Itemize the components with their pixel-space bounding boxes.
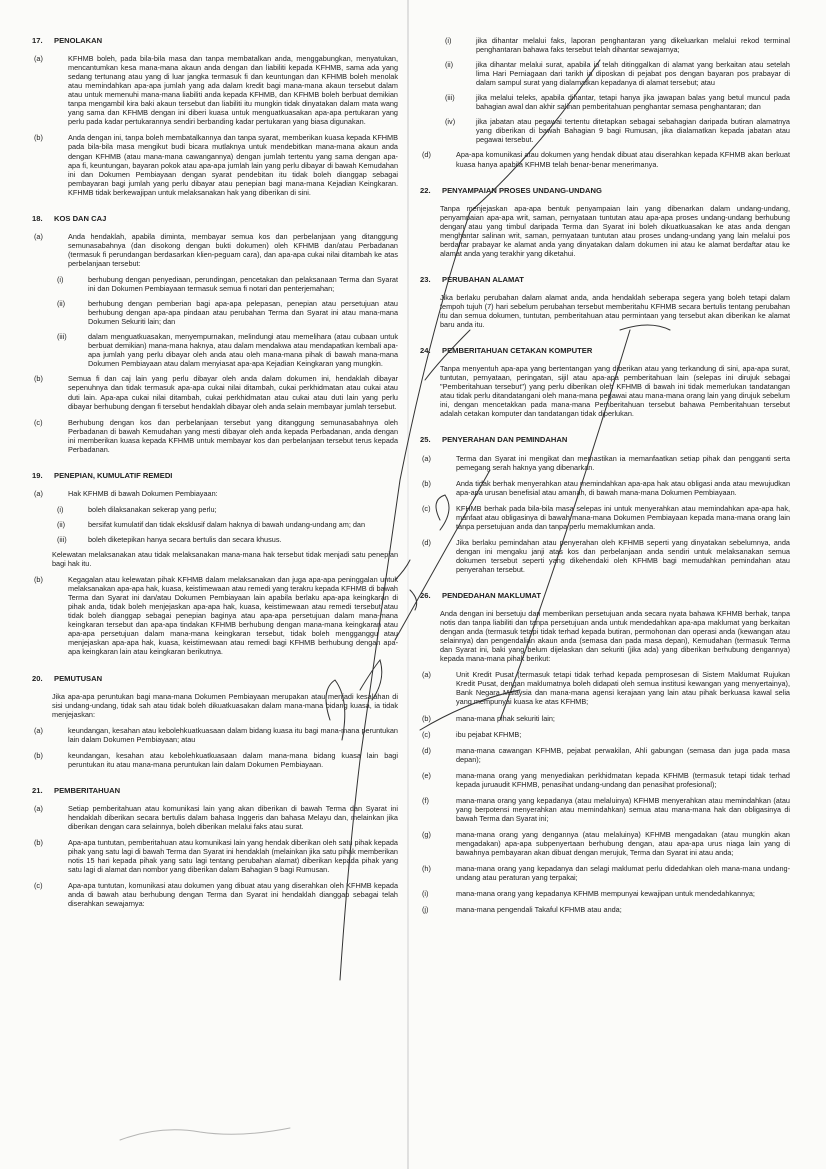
subclause-label: (iii) — [445, 93, 455, 103]
section-title: PERUBAHAN ALAMAT — [442, 274, 524, 284]
clause-label: (f) — [422, 795, 429, 805]
section-number: 21. — [32, 785, 43, 795]
clause-label: (j) — [422, 905, 429, 915]
clause-label: (c) — [422, 503, 431, 513]
clause-text: Unit Kredit Pusat (termasuk tetapi tidak terhad kepada pemprosesan di Sistem Maklumat Rujukan Kredit Pusat, dengan maklumatnya boleh didapati oleh semua institusi kewangan yang menyertainya), Bank Negara Malaysia dan mana-mana agensi kerajaan yang lain atau pihak berkuasa kawal selia yang mempunyai kuasa ke atas KFHMB; — [456, 670, 790, 707]
clause-text: Jika berlaku pemindahan atau penyerahan oleh KFHMB seperti yang dinyatakan sebelumnya, anda dengan ini mengaku janji atas kos dan perbelanjaan anda sendiri untuk melaksanakan semua dokumen tersebut seperti yang dikehendaki oleh KFHMB bagi memudahkan pemindahan atau penyerahan tersebut. — [456, 537, 790, 574]
subclause-label: (iii) — [57, 332, 67, 342]
subclause-text: berhubung dengan penyediaan, perundingan, pencetakan dan pelaksanaan Terma dan Syarat ini dan Dokumen Pembiayaan termasuk semua fi notari dan penterjemahan; — [88, 274, 398, 294]
section-lead-paragraph: Tanpa menyentuh apa-apa yang bertentangan yang diberikan atau yang terkandung di sini, apa-apa surat, tuntutan, pernyataan, peringatan, sijil atau apa-apa pemberitahuan lain (selepas ini dirujuk sebagai "Pemberitahuan tersebut") yang perlu diberikan oleh KFHMB di bawah ini tidak memerlukan tandatangan atau tidak perlu ditandatangani oleh mana-mana pegawai atau mana-mana orang lain yang dirujuk sebelum ini, dengan mencetakkan pada mana-mana Pemberitahuan tersebut bahawa Pemberitahuan tersebut adalah cetakan komputer dan tandatangan tidak diperlukan. — [440, 364, 790, 419]
clause-label: (a) — [34, 725, 43, 735]
clause-label: (d) — [422, 150, 431, 160]
clause-text: Apa-apa tuntutan, komunikasi atau dokumen yang dibuat atau yang diserahkan oleh KFHMB kepada anda di bawah atau berhubung dengan Terma dan Syarat ini hendaklah dianggap sebagai telah diserahkan sewajarnya: — [68, 881, 398, 909]
section-title: PENYAMPAIAN PROSES UNDANG-UNDANG — [442, 185, 602, 195]
clause-text: ibu pejabat KFHMB; — [456, 729, 522, 739]
clause-text: Anda dengan ini, tanpa boleh membatalkannya dan tanpa syarat, memberikan kuasa kepada KFHMB pada bila-bila masa mengikut budi bicara mutlaknya untuk mendebitkan mana-mana akaun anda dengan KFHMB (atau mana-mana cawangannya) dengan jumlah tertentu yang sama dengan apa-apa fi, keuntungan, bayaran pokok atau apa-apa jumlah lain yang perlu dibayar di bawah Kemudahan ini dan Dokumen Pembiayaan dengan syarat pendebitan itu tidak boleh dianggap sebagai pembayaran bagi jumlah yang perlu dibayar atau penepian bagi mana-mana Kejadian Keingkaran. KFHMB tidak berkewajipan untuk melaksanakan hak yang diberikan di sini. — [68, 133, 398, 197]
clause-label: (h) — [422, 864, 431, 874]
clause-text: mana-mana pihak sekuriti lain; — [456, 713, 555, 723]
clause-label: (d) — [422, 745, 431, 755]
subclause-text: jika dihantar melalui surat, apabila ia telah ditinggalkan di alamat yang berkaitan atau setelah lima Hari Perniagaan dari tarikh ia diposkan di pejabat pos dengan bayaran pos prabayar di dalam sampul surat yang dialamatkan kepadanya di alamat tersebut; atau — [476, 60, 790, 88]
clause-label: (c) — [34, 881, 43, 891]
clause-text: keundangan, kesahan atau kebolehkuatkuasaan dalam mana-mana bidang kuasa lain bagi peruntukan itu atau mana-mana peruntukan lain dalam Dokumen Pembiayaan. — [68, 750, 398, 769]
clause-followup-paragraph: Kelewatan melaksanakan atau tidak melaksanakan mana-mana hak tersebut tidak menjadi satu penepian bagi hak itu. — [52, 550, 398, 569]
subclause-text: boleh dilaksanakan sekerap yang perlu; — [88, 504, 217, 514]
section-number: 19. — [32, 470, 43, 480]
subclause-text: boleh diketepikan hanya secara bertulis dan secara khusus. — [88, 534, 282, 544]
section-title: PENOLAKAN — [54, 36, 103, 45]
section-title: PENEPIAN, KUMULATIF REMEDI — [54, 470, 173, 480]
subclause-label: (i) — [57, 274, 64, 284]
clause-text: keundangan, kesahan atau kebolehkuatkuasaan dalam bidang kuasa itu bagi mana-mana peruntukan lain dalam Dokumen Pembiayaan; atau — [68, 725, 398, 744]
clause-label: (b) — [422, 478, 431, 488]
clause-text: Terma dan Syarat ini mengikat dan memastikan ia memanfaatkan setiap pihak dan pengganti serta pemegang serah haknya yang dibenarkan. — [456, 453, 790, 472]
clause-label: (b) — [34, 838, 43, 848]
clause-text: Berhubung dengan kos dan perbelanjaan tersebut yang ditanggung semunasabahnya oleh Perbadanan di bawah Kemudahan yang mesti dibayar oleh anda kepada Perbadanan, anda dengan ini memberikan kuasa kepada KFHMB untuk membayar kos dan perbelanjaan tersebut terus kepada Perbadanan. — [68, 417, 398, 454]
clause-text: Apa-apa komunikasi atau dokumen yang hendak dibuat atau diserahkan kepada KFHMB akan berkuat kuasa hanya apabila KFHMB telah benar-benar menerimanya. — [456, 150, 790, 169]
section-lead-paragraph: Jika apa-apa peruntukan bagi mana-mana Dokumen Pembiayaan merupakan atau menjadi kesalahan di sisi undang-undang, tidak sah atau tidak boleh dikuatkuasakan dalam mana-mana bidang kuasa, ia tidak menjejaskan: — [52, 691, 398, 719]
clause-text: Kegagalan atau kelewatan pihak KFHMB dalam melaksanakan dan juga apa-apa peninggalan untuk melaksanakan apa-apa hak, kuasa, keistimewaan atau remedi yang terakru kepada KFHMB di bawah Terma dan Syarat ini dan/atau Dokumen Pembiayaan lain apabila berlaku apa-apa keingkaran di pihak anda, tidak boleh menjejaskan apa-apa hak, kuasa, keistimewaan atau remedi tersebut atau tidak boleh dianggap sebagai penepian baginya atau apa-apa persetujuan dalam mana-mana keingkaran tersebut dan apa-apa tindakan KFHMB berhubung dengan mana-mana keingkaran atau apa-apa persetujuan dalam mana-mana keingkaran tersebut, tidak boleh mengganggu atau menjejaskan apa-apa hak, kuasa, keistimewaan atau remedi bagi KFHMB berhubung dengan apa-apa keingkaran lain atau keingkaran berikutnya. — [68, 575, 398, 657]
section-number: 24. — [420, 346, 431, 356]
clause-label: (a) — [422, 453, 431, 463]
clause-text: KFHMB berhak pada bila-bila masa selepas ini untuk menyerahkan atau memindahkan apa-apa hak, manfaat atau obligasinya di bawah mana-mana Dokumen Pembiayaan kepada mana-mana orang lain tanpa persetujuan anda dan tanpa perlu memaklumkan anda. — [456, 503, 790, 531]
clause-label: (a) — [34, 231, 43, 241]
section-title: KOS DAN CAJ — [54, 213, 107, 223]
clause-text: mana-mana orang yang kepadanya dan selagi maklumat perlu didedahkan oleh mana-mana undang-undang atau peraturan yang terpakai; — [456, 864, 790, 883]
subclause-text: dalam menguatkuasakan, menyempurnakan, melindungi atau memelihara (atau cubaan untuk berbuat demikian) mana-mana haknya, atau dalam mendakwa atau mendapatkan kembali apa-apa jumlah yang perlu dibayar oleh anda atau oleh mana-mana pihak di bawah mana-mana Dokumen Pembiayaan atau dalam menyiasat apa-apa Kejadian Keingkaran yang mungkin. — [88, 332, 398, 369]
section-lead-paragraph: Jika berlaku perubahan dalam alamat anda, anda hendaklah seberapa segera yang boleh tetapi dalam tempoh tujuh (7) hari sebelum perubahan tersebut memberitahu KFHMB secara bertulis tentang perubahan itu dan semua dokumen, tuntutan, pemberitahuan atau permintaan yang tersebut akan diberikan ke alamat baru anda itu. — [440, 292, 790, 330]
clause-text: mana-mana orang yang kepadanya KFHMB mempunyai kewajipan untuk mendedahkannya; — [456, 889, 755, 899]
section-number: 23. — [420, 274, 431, 284]
subclause-label: (ii) — [445, 60, 454, 70]
section-number: 17. — [32, 36, 43, 45]
section-title: PENYERAHAN DAN PEMINDAHAN — [442, 435, 568, 445]
section-title: PEMBERITAHUAN — [54, 785, 121, 795]
clause-text: Anda hendaklah, apabila diminta, membayar semua kos dan perbelanjaan yang ditanggung semunasabahnya (dan disokong dengan bukti dokumen) oleh KFHMB dan/atau Perbadanan (termasuk fi perundangan berdasarkan klien-peguam cara), dan apa-apa cukai nilai ditambah ke atas perbelanjaan tersebut: — [68, 231, 398, 268]
clause-label: (b) — [422, 713, 431, 723]
subclause-text: bersifat kumulatif dan tidak eksklusif dalam haknya di bawah undang-undang am; dan — [88, 519, 366, 529]
section-number: 20. — [32, 673, 43, 683]
clause-text: Apa-apa tuntutan, pemberitahuan atau komunikasi lain yang hendak diberikan oleh satu pihak kepada pihak yang satu lagi di bawah Terma dan Syarat ini hendaklah (melainkan jika satu pihak memberikan notis 15 hari kepada pihak yang satu lagi tentang perubahan alamat) diberikan kepada pihak yang satu lagi di alamat dan nombor yang diberikan dalam Bahagian 9 bagi Rumusan. — [68, 838, 398, 875]
clause-label: (g) — [422, 829, 431, 839]
section-lead-paragraph: Tanpa menjejaskan apa-apa bentuk penyampaian lain yang dibenarkan dalam undang-undang, penyampaian apa-apa writ, saman, pernyataan tuntutan atau apa-apa proses undang-undang berhubung dengan atau yang timbul daripada Terma dan Syarat ini boleh dikuatkuasakan ke atas anda dengan menghantar salinan writ, saman, pernyataan tuntutan atau proses undang-undang yang lain melalui pos berdaftar prabayar ke alamat anda yang dinyatakan dalam dokumen ini atau ke alamat berdaftar atau ke alamat anda yang terakhir yang diketahui. — [440, 203, 790, 258]
clause-label: (a) — [34, 488, 43, 498]
section-number: 26. — [420, 591, 431, 601]
section-title: PEMBERITAHUAN CETAKAN KOMPUTER — [442, 346, 593, 356]
section-title: PENDEDAHAN MAKLUMAT — [442, 591, 541, 601]
subclause-text: berhubung dengan pemberian bagi apa-apa pelepasan, penepian atau persetujuan atau berhubung dengan apa-apa pindaan atau perubahan Terma dan Syarat ini atau mana-mana Dokumen Sekuriti lain; dan — [88, 299, 398, 327]
section-number: 25. — [420, 435, 431, 445]
subclause-text: jika dihantar melalui faks, laporan penghantaran yang dikeluarkan melalui rekod terminal penghantaran bahawa faks tersebut telah dihantar sewajarnya; — [476, 36, 790, 55]
clause-label: (a) — [422, 670, 431, 680]
clause-text: Anda tidak berhak menyerahkan atau memindahkan apa-apa hak atau obligasi anda atau mewujudkan apa-apa urusan benefisial atau amanah, di bawah mana-mana Dokumen Pembiayaan. — [456, 478, 790, 497]
clause-label: (b) — [34, 374, 43, 384]
clause-label: (a) — [34, 803, 43, 813]
subclause-text: jika jabatan atau pegawai tertentu ditetapkan sebagai sebahagian daripada butiran alamatnya yang diberikan di bawah Bahagian 9 bagi Rumusan, jika dialamatkan kepada jabatan atau pegawai tersebut. — [476, 117, 790, 145]
subclause-label: (iv) — [445, 117, 456, 127]
clause-label: (b) — [34, 750, 43, 760]
section-number: 22. — [420, 185, 431, 195]
section-number: 18. — [32, 213, 43, 223]
clause-text: mana-mana orang yang menyediakan perkhidmatan kepada KFHMB (termasuk tetapi tidak terhad kepada juruaudit KFHMB, penasihat undang-undang dan penasihat profesional); — [456, 770, 790, 789]
clause-label: (e) — [422, 770, 431, 780]
clause-text: mana-mana cawangan KFHMB, pejabat perwakilan, Ahli gabungan (semasa dan juga pada masa depan); — [456, 745, 790, 764]
section-title: PEMUTUSAN — [54, 673, 103, 683]
clause-text: mana-mana orang yang dengannya (atau melaluinya) KFHMB mengadakan (atau mungkin akan mengadakan) apa-apa subpenyertaan berhubung dengan, atau apa-apa urus niaga lain yang di bawahnya pembayaran akan dibuat dengan merujuk, Terma dan Syarat ini atau anda; — [456, 829, 790, 858]
subclause-label: (i) — [57, 504, 64, 514]
subclause-label: (i) — [445, 36, 452, 45]
clause-label: (i) — [422, 889, 429, 899]
clause-label: (b) — [34, 133, 43, 143]
clause-text: Setiap pemberitahuan atau komunikasi lain yang akan diberikan di bawah Terma dan Syarat ini hendaklah diberikan secara bertulis dalam bahasa Inggeris dan bahasa Melayu dan, melainkan jika diberikan dengan cara selainnya, boleh diberikan melalui faks atau surat. — [68, 803, 398, 832]
clause-text: mana-mana orang yang kepadanya (atau melaluinya) KFHMB menyerahkan atau memindahkan (atau yang berpotensi menyerahkan atau memindahkan) semua atau mana-mana hak dan obligasinya di bawah Terma dan Syarat ini; — [456, 795, 790, 823]
clause-label: (c) — [422, 729, 431, 739]
subclause-label: (ii) — [57, 519, 66, 529]
clause-text: Hak KFHMB di bawah Dokumen Pembiayaan: — [68, 488, 218, 498]
clause-label: (c) — [34, 417, 43, 427]
clause-text: Semua fi dan caj lain yang perlu dibayar oleh anda dalam dokumen ini, hendaklah dibayar sepenuhnya dan tidak termasuk apa-apa cukai nilai ditambah, cukai perkhidmatan atau cukai atau duti lain. Apa-apa cukai nilai ditambah, cukai perkhidmatan atau cukai atau duti lain yang perlu dibayar berhubung dengan fi tersebut hendaklah dibayar oleh anda selain membayar jumlah tersebut. — [68, 374, 398, 411]
clause-text: mana-mana pengendali Takaful KFHMB atau anda; — [456, 905, 622, 915]
clause-label: (a) — [34, 54, 43, 64]
subclause-text: jika melalui teleks, apabila dihantar, tetapi hanya jika jawapan balas yang betul muncul pada bahagian awal dan akhir salinan pemberitahuan penghantar semasa penghantaran; dan — [476, 93, 790, 112]
section-lead-paragraph: Anda dengan ini bersetuju dan memberikan persetujuan anda secara nyata bahawa KFHMB berhak, tanpa notis dan tanpa liabiliti dan tanpa persetujuan anda untuk mendedahkan apa-apa maklumat yang berkaitan dengan anda (termasuk tetapi tidak terhad kepada butiran, permohonan dan operasi anda (kewangan atau selainnya) dan pengendalian akaun anda (semasa dan pada masa depan), Kemudahan (termasuk Terma dan Syarat ini, baki yang belum dijelaskan dan sekuriti (jika ada) yang diberikan berhubung dengannya) kepada mana-mana pihak berikut: — [440, 609, 790, 664]
subclause-label: (iii) — [57, 534, 67, 544]
clause-label: (b) — [34, 575, 43, 585]
clause-label: (d) — [422, 537, 431, 547]
subclause-label: (ii) — [57, 299, 66, 309]
clause-text: KFHMB boleh, pada bila-bila masa dan tanpa membatalkan anda, menggabungkan, menyatukan, mencantumkan kesa mana-mana akaun anda dengan dan liabiliti kepada KFHMB, sama ada yang sedang tertunang atau yang di luar jangka termasuk fi dan keuntungan dan KFHMB boleh menolak atau memindahkan apa-apa jumlah yang ada dalam kredit bagi mana-mana akaun tersebut dalam atau untuk memenuhi mana-mana liabiliti anda kepada KFHMB, dan KFHMB boleh berbuat demikian tanpa mengambil kira baki akaun tersebut dan liabiliti itu mungkin tidak dinyatakan dalam mata wang yang sama dan KFHMB dengan ini diberi kuasa untuk menguatkuasakan apa-apa pertukaran yang perlu pada kadar pertukarannya sendiri berbanding kadar pertukaran yang biasa digunakan. — [68, 54, 398, 127]
